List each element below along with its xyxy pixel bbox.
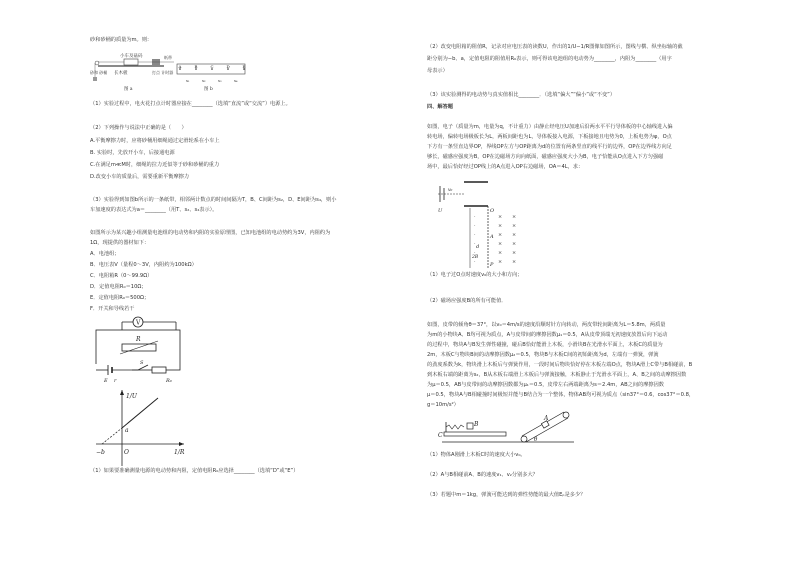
q4-text: （1）如果要准确测量电源的电动势和内阻，定值电阻R₀应选择________（选填“D”或“E”） xyxy=(90,468,299,474)
switch-label: S xyxy=(140,360,144,366)
graph-intercept-b: −b xyxy=(96,449,105,456)
field-cross-mark: × xyxy=(498,250,503,256)
origin-O: O xyxy=(490,208,495,214)
internal-r-label: r xyxy=(114,378,117,384)
graph-ylabel: 1/U xyxy=(126,393,137,400)
field-dot-mark: · xyxy=(474,223,476,229)
tape-point-label: E xyxy=(242,64,246,69)
problem2-line2: 1Ω，现提供的器材如下： xyxy=(90,240,150,246)
tape-label: 纸带 xyxy=(164,55,172,60)
section-heading: 四、解答题 xyxy=(427,104,453,110)
tape-span-label: s₁ xyxy=(186,78,190,83)
item-d: D．定值电阻R₀＝10Ω； xyxy=(90,284,147,290)
field-cross-mark: × xyxy=(498,232,503,238)
problem2-line1: 如图所示为某兴趣小组测量电池组的电动势和内阻的实验原理图，已知电池组的电动势约为3V，内阻约为 xyxy=(90,230,331,236)
field-cross-mark: × xyxy=(512,214,517,220)
q5-line2: 距分别为−b、a，定值电阻的阻值用R₀表示，则可得该电池组的电动势为________，内阻为________（用字 xyxy=(427,56,672,62)
p4-line1: 如图，皮带的倾角θ＝37°，以v₀＝4m/s的速度沿顺时针方向转动，两皮带轮间距离为L＝5.8m，两质量 xyxy=(427,322,666,328)
emf-label: E xyxy=(104,378,108,384)
angle-theta: θ xyxy=(534,437,538,443)
timer-label: 打点 计时器 xyxy=(152,70,174,75)
p3-line4: 够长，磁感应强度为B，OP在边磁场方向向纸面，磁感应强度大小为B，电子恰能从O点进入下方匀强磁 xyxy=(427,154,664,160)
board-label: 长木板 xyxy=(114,71,128,76)
point-A: A xyxy=(490,234,494,240)
voltage-label: U xyxy=(438,208,443,214)
tape-point-label: B xyxy=(194,64,198,69)
p4-q3: （3）若题中m＝1kg，弹簧可能达到的弹性势能的最大值Eₚ是多少？ xyxy=(427,492,586,498)
graph-xlabel: 1/R xyxy=(174,449,185,456)
field-cross-mark: × xyxy=(512,259,517,265)
tape-span-label: s₃ xyxy=(218,78,222,83)
belt-figure xyxy=(438,410,578,448)
tape-point-label: D xyxy=(226,64,230,69)
field-cross-mark: × xyxy=(512,232,517,238)
q3-line1: （3）实验得到如图b所示的一条纸带，相邻两计数点的时间间隔为T，B、C间距为s₂，D、E间距为s₄，则小 xyxy=(90,197,337,203)
p4-line7: 为μ＝0.5，AB与皮带间的动摩擦因数都为μ₁＝0.5，皮带左右两端距离为s＝2.4m，AB之间的摩擦因数 xyxy=(427,382,664,388)
q2-option-b: B. 实验时，先放开小车，后接通电源 xyxy=(90,150,175,156)
caption-b: 图 b xyxy=(204,87,213,92)
board-C: C xyxy=(438,432,443,439)
field-cross-mark: × xyxy=(512,241,517,247)
field-cross-mark: × xyxy=(498,223,503,229)
item-b: B．电压表V（量程0～3V，内阻约为100kΩ） xyxy=(90,262,197,268)
p4-line6: 到木板右端的距离为s₂，B从木板右端滑上木板后与弹簧接触，木板静止于光滑水平面上，A、B之间的动摩擦因数 xyxy=(427,372,687,378)
item-c: C．电阻箱R（0～99.9Ω） xyxy=(90,273,153,279)
tape-point-label: A xyxy=(178,64,182,69)
field-dot-mark: · xyxy=(474,214,476,220)
q2-option-d: D.改变小车的质量后，需要重新平衡摩擦力 xyxy=(90,174,190,180)
circuit-diagram xyxy=(92,314,188,384)
item-e: E．定值电阻R₀＝500Ω； xyxy=(90,295,150,301)
caption-a: 图 a xyxy=(124,87,133,92)
q6-text: （3）该实验测得的电动势与真实值相比________．（选填“偏大”“偏小”或“不变”） xyxy=(427,92,616,98)
field-cross-mark: × xyxy=(498,241,503,247)
tape-figure-b xyxy=(176,58,248,94)
tape-span-label: s₄ xyxy=(234,78,238,83)
q2-text: （2）下列操作与说法中正确的是（ ） xyxy=(90,125,187,131)
p4-line5: 的劲度系数为k，物块滑上木板后与弹簧作用，一段时间后物块恰好停在木板左端O点，物块A滑上C带与B相碰前，B xyxy=(427,362,693,368)
p4-q1: （1）物体A刚滑上木板C时的速度大小v₀。 xyxy=(427,452,526,458)
graph-intercept-a: a xyxy=(125,427,129,434)
p4-line4: 2m，木板C与物块B间的动摩擦因数μ₂＝0.5，物块B与木板C间的初始距离为d，左端有一弹簧，弹簧 xyxy=(427,352,659,358)
graph-origin: O xyxy=(124,449,129,456)
item-a: A．电池组； xyxy=(90,251,120,257)
apparatus-figure-a xyxy=(90,50,178,94)
velocity-label: v₀ xyxy=(448,188,453,193)
field-dot-mark: · xyxy=(474,241,476,247)
block-A: A xyxy=(544,415,549,422)
intro-text: 砂和砂桶的质量为m。则： xyxy=(90,37,153,43)
p3-line5: 场中，最后恰好经过OP线上的A点进入OP右边磁场，OA＝4L，求： xyxy=(427,164,584,170)
field-dot-mark: · xyxy=(474,232,476,238)
field-cross-mark: × xyxy=(498,214,503,220)
p3-q1: （1）电子过O点时速度v₀的大小和方向； xyxy=(427,272,523,278)
block-B: B xyxy=(474,421,479,428)
field-cross-mark: × xyxy=(498,259,503,265)
p4-line2: 为m的小物块A、B均可视为质点，A与皮带间的摩擦因数μ₁＝0.5，A从皮带顶端无初速度放置后向下运动 xyxy=(427,332,668,338)
p4-line8: μ＝0.5，物块A与B相碰撞时间极短并能与B结合为一个整体，物体AB均可视为质点（sin37°＝0.6，cos37°＝0.8， xyxy=(427,392,695,398)
p4-line3: 的过程中，物块A与B发生弹性碰撞，碰后B恰好能滑上木板，小滑块B在光滑水平面上，木板C的质量为 xyxy=(427,342,663,348)
distance-d: d xyxy=(476,244,480,250)
field-dot-mark: · xyxy=(474,259,476,265)
tape-span-label: s₂ xyxy=(202,78,206,83)
field-2B-label: 2B xyxy=(472,255,479,260)
tape-point-label: C xyxy=(210,64,214,69)
point-P: P xyxy=(490,262,494,268)
p4-line9: g＝10m/s²） xyxy=(427,402,459,408)
inverse-graph xyxy=(92,388,188,468)
p3-line3: 下方有一条竖直边界OP，界线OP左方与OP距离为d的位置有两条竖直的线平行的边界，OP在边界线方向足 xyxy=(427,144,672,150)
electron-field-figure xyxy=(434,178,524,270)
item-f: F．开关和导线若干 xyxy=(90,306,135,312)
sand-label: 砂和 砂桶 xyxy=(90,70,108,75)
field-dot-mark: · xyxy=(474,250,476,256)
p3-line2: 转电场，偏转电场极板长为L，两板间距也为L，导体板接入电源，下板接地且电势为0，上板电势为φ，O点 xyxy=(427,134,672,140)
resistor-box-label: R xyxy=(136,336,141,343)
q1-text: （1）实验过程中，电火花打点计时器应接在________（选填“直流”或“交流”）电源上。 xyxy=(90,101,291,107)
q5-line3: 母表示） xyxy=(427,68,448,74)
q5-line1: （2）改变电阻箱的阻值R，记录对应电压表的读数U，作出的1/U−1/R图像如图所示，图线与横、纵坐标轴的截 xyxy=(427,44,683,50)
voltmeter-label: V xyxy=(136,319,141,327)
field-cross-mark: × xyxy=(512,250,517,256)
p3-line1: 如图，电子（质量为m，电量为q，不计重力）由静止经电压U加速后沿两水平平行导体板的中心轴线进入偏 xyxy=(427,124,673,130)
q2-option-c: C.在满足m≪M时，细绳的拉力近似等于砂和砂桶的重力 xyxy=(90,162,220,168)
q3-line2: 车加速度的表达式为a＝________（用T、s₂、s₄表示）。 xyxy=(90,207,218,213)
field-cross-mark: × xyxy=(512,223,517,229)
r0-label: R₀ xyxy=(166,378,172,384)
box-label: 小车及砝码 xyxy=(120,54,143,59)
p4-q2: （2）A与B相碰前A、B的速度v₁、v₂分别多大？ xyxy=(427,472,538,478)
p3-q2: （2）磁场应强度B的所有可能值． xyxy=(427,298,507,304)
q2-option-a: A.平衡摩擦力时，应将砂桶用细绳通过定滑轮系在小车上 xyxy=(90,138,220,144)
